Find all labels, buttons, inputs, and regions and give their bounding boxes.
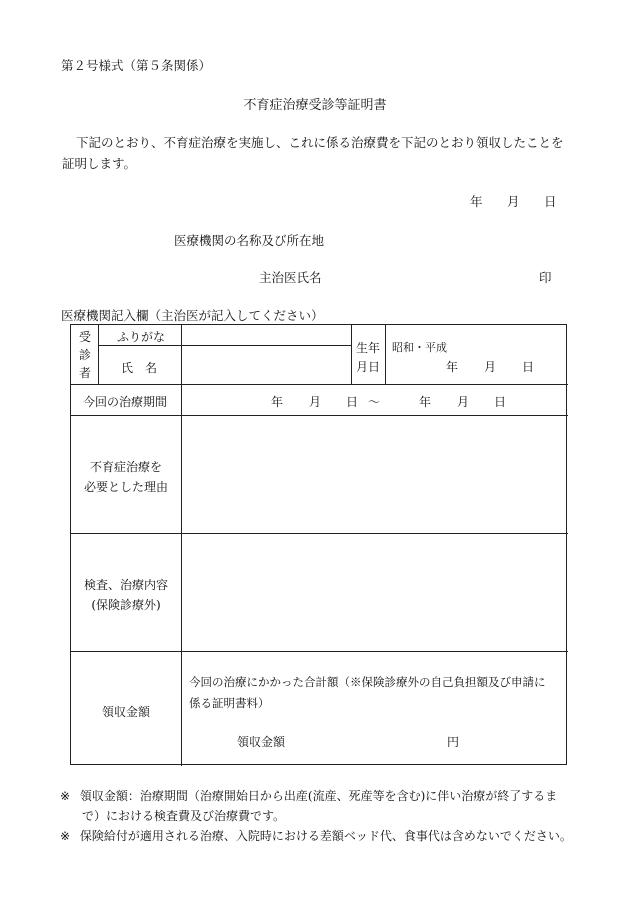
note-1-line-2: で）における検査費及び治療費です。 — [82, 809, 286, 823]
note-2 — [60, 826, 572, 846]
receipt-amount-field[interactable] — [317, 729, 437, 749]
note-2-mark: ※ — [60, 829, 71, 843]
notes — [60, 786, 572, 846]
reason-label-line-2: 必要とした理由 — [83, 480, 168, 494]
period-start-month: 月 — [309, 395, 322, 409]
intro-line-2: 証明します。 — [62, 156, 137, 171]
patient-name-field[interactable] — [188, 351, 346, 379]
note-1 — [60, 786, 572, 806]
birth-label-line-2: 月日 — [356, 360, 381, 374]
yen-label: 円 — [447, 735, 460, 749]
birth-col-divider-left — [351, 325, 352, 384]
note-2-text: 保険給付が適用される治療、入院時における差額ベッド代、食事代は含めないでください。 — [79, 829, 572, 843]
note-1-line-1: 領収金額：治療期間（治療開始日から出産(流産、死産等を含む)に伴い治療が終了するま — [79, 789, 558, 803]
birth-label-line-1: 生年 — [356, 341, 381, 355]
issue-month-label: 月 — [507, 194, 520, 209]
furigana-divider — [99, 345, 352, 346]
form-number: 第２号様式（第５条関係） — [61, 58, 212, 73]
row-divider-reason — [71, 533, 568, 534]
era-label: 昭和・平成 — [392, 341, 447, 354]
issue-day-label: 日 — [544, 194, 557, 209]
doctor-name-label: 主治医氏名 — [259, 270, 322, 285]
receipt-label: 領収金額 — [101, 705, 150, 719]
receipt-description-line-1: 今回の治療にかかった合計額（※保険診療外の自己負担額及び申請に — [189, 675, 546, 689]
birth-col-divider-right — [385, 325, 386, 384]
receipt-description-line-2: 係る証明書料） — [189, 696, 270, 710]
receipt-amount-label: 領収金額 — [237, 735, 286, 749]
seal-mark: 印 — [539, 270, 552, 285]
patient-char-2: 診 — [78, 348, 91, 362]
intro-paragraph — [62, 132, 572, 174]
treatment-field[interactable] — [185, 537, 564, 647]
label-col-divider — [181, 325, 182, 766]
row-divider-treatment — [71, 651, 568, 652]
intro-line-1: 下記のとおり、不育症治療を実施し、これに係る治療費を下記のとおり領収したことを — [76, 135, 564, 150]
patient-name-label: 氏 名 — [121, 361, 158, 375]
birth-year-label: 年 — [446, 360, 459, 374]
patient-char-1: 受 — [78, 330, 91, 344]
period-tilde: ～ — [368, 395, 381, 409]
section-label: 医療機関記入欄（主治医が記入してください） — [61, 308, 324, 323]
period-start-day: 日 — [346, 395, 359, 409]
period-label: 今回の治療期間 — [83, 395, 168, 409]
period-end-month: 月 — [457, 395, 470, 409]
reason-field[interactable] — [185, 419, 564, 529]
birth-month-label: 月 — [484, 360, 497, 374]
reason-label-line-1: 不育症治療を — [89, 460, 162, 474]
period-start-year: 年 — [271, 395, 284, 409]
note-1-mark: ※ — [60, 789, 71, 803]
patient-char-3: 者 — [78, 366, 91, 380]
treatment-label-line-1: 検査、治療内容 — [83, 578, 168, 592]
period-end-year: 年 — [419, 395, 432, 409]
period-end-day: 日 — [494, 395, 507, 409]
treatment-label-line-2: (保険診療外) — [91, 598, 161, 612]
certificate-form-table — [70, 324, 567, 765]
row-divider-period — [71, 415, 568, 416]
birth-day-label: 日 — [522, 360, 535, 374]
patient-col-divider — [98, 325, 99, 384]
patient-vertical-label — [75, 328, 95, 382]
document-title: 不育症治療受診等証明書 — [243, 98, 387, 113]
furigana-field[interactable] — [188, 328, 346, 342]
institution-name-label: 医療機関の名称及び所在地 — [174, 233, 325, 248]
furigana-label: ふりがな — [117, 330, 166, 344]
row-divider-patient — [71, 384, 568, 385]
issue-year-label: 年 — [470, 194, 483, 209]
note-1-continuation — [60, 806, 572, 826]
